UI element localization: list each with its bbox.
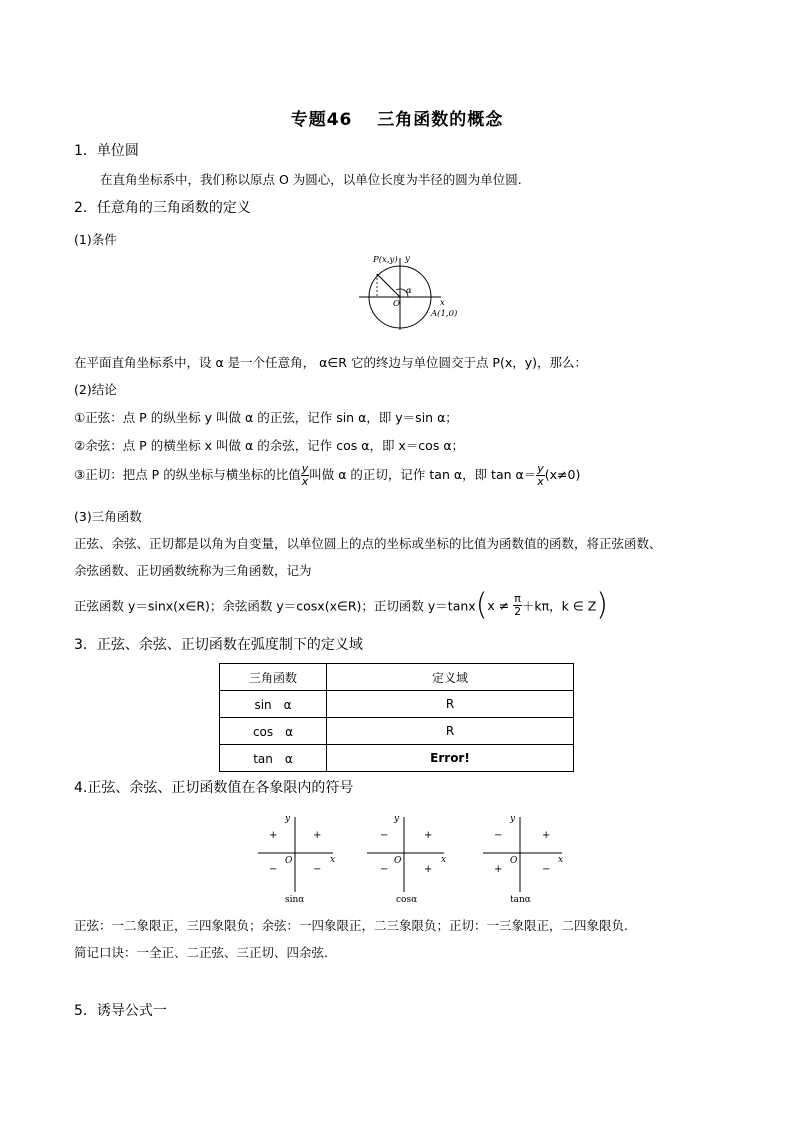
definition-setup: 在平面直角坐标系中，设 α 是一个任意角， α∈R 它的终边与单位圆交于点 P(x，y)，那么： [74,355,588,370]
quadrant-1-sign: + [313,830,322,841]
table-cell: tan α [220,745,327,772]
domain-table [219,663,574,772]
table-cell: R [327,718,574,745]
section-1-text: 在直角坐标系中，我们称以原点 O 为圆心，以单位长度为半径的圆为单位圆. [100,172,522,187]
alpha-label: α [406,286,412,296]
point-a-label: A(1,0) [431,309,458,319]
quadrant-3-sign: − [380,864,389,875]
sign-summary: 正弦：一二象限正，三四象限负；余弦：一四象限正，二三象限负；正切：一三象限正，二四象限负. [74,918,628,933]
quadrant-1-sign: + [542,830,551,841]
section-3-heading: 3．正弦、余弦、正切函数在弧度制下的定义域 [74,637,363,653]
page-title: 专题46 三角函数的概念 [290,110,504,130]
x-axis-label: x [440,298,445,308]
quadrant-3-sign: + [494,864,503,875]
unit-circle-figure [355,250,475,330]
table-cell: sin α [220,691,327,718]
quadrant-4-sign: − [542,864,551,875]
tangent-text-c: (x≠0) [544,467,581,482]
conclusion-label: (2)结论 [74,382,117,397]
quadrant-2-sign: − [494,830,503,841]
section-4-heading: 4.正弦、余弦、正切函数值在各象限内的符号 [74,780,354,796]
table-header: 三角函数 [220,664,327,691]
sign-chart-cos [364,812,454,907]
x-axis-label: x [558,855,564,865]
trig-functions-label: (3)三角函数 [74,509,142,524]
tangent-text-a: ③正切：把点 P 的纵坐标与横坐标的比值 [74,467,301,482]
tan-numerator: y [537,462,544,475]
y-axis-label: y [405,254,410,264]
point-p-label: P(x,y) [373,255,398,265]
table-cell: cos α [220,718,327,745]
table-row [220,745,574,772]
quadrant-3-sign: − [269,864,278,875]
function-definitions [74,587,608,623]
table-header-row [220,664,574,691]
quadrant-4-sign: + [424,864,433,875]
quadrant-2-sign: + [269,830,278,841]
section-1-heading: 1．单位圆 [74,143,139,159]
quadrant-1-sign: + [424,830,433,841]
y-axis-label: y [510,814,516,824]
pi-over-2-fraction [513,593,522,618]
trig-functions-line-2: 余弦函数、正切函数统称为三角函数，记为 [74,563,312,578]
x-axis-label: x [441,855,447,865]
y-axis-label: y [285,814,291,824]
table-header: 定义域 [327,664,574,691]
tan-denominator: x [537,475,544,488]
domain-condition-a: x ≠ [487,598,510,613]
chart-caption: sinα [285,895,305,905]
right-paren: ) [596,587,608,623]
table-row [220,718,574,745]
chart-caption: tanα [510,895,531,905]
quadrant-4-sign: − [313,864,322,875]
table-cell: R [327,691,574,718]
cosine-definition: ②余弦：点 P 的横坐标 x 叫做 α 的余弦，记作 cos α，即 x＝cos α； [74,438,465,453]
sign-mnemonic: 简记口诀：一全正、二正弦、三正切、四余弦. [74,945,328,960]
table-cell: Error! [327,745,574,772]
y-axis-label: y [394,814,400,824]
function-defs-text: 正弦函数 y＝sinx(x∈R)；余弦函数 y＝cosx(x∈R)；正切函数 y＝tanx [74,598,476,614]
ratio-numerator: y [301,462,309,475]
sign-chart-tan [480,812,570,907]
x-axis-label: x [330,855,336,865]
table-row [220,691,574,718]
quadrant-2-sign: − [380,830,389,841]
origin-label: O [394,856,402,866]
section-5-heading: 5．诱导公式一 [74,1003,167,1019]
pi-numerator: π [514,592,521,605]
left-paren: ( [475,587,488,623]
sign-chart-sin [255,812,345,907]
origin-label: O [393,299,400,309]
ratio-denominator: x [301,475,309,488]
ratio-fraction [301,463,310,488]
chart-caption: cosα [396,895,418,905]
condition-label: (1)条件 [74,232,117,247]
origin-label: O [285,856,293,866]
section-2-heading: 2．任意角的三角函数的定义 [74,200,251,216]
pi-denominator: 2 [514,605,522,618]
tangent-text-b: 叫做 α 的正切，记作 tan α，即 tan α＝ [309,467,537,482]
origin-label: O [510,856,518,866]
domain-condition-b: ＋kπ，k ∈ Z [521,598,597,614]
tangent-definition [74,463,580,488]
trig-functions-line-1: 正弦、余弦、正切都是以角为自变量，以单位圆上的点的坐标或坐标的比值为函数值的函数，将正弦函数、 [74,536,662,551]
sine-definition: ①正弦：点 P 的纵坐标 y 叫做 α 的正弦，记作 sin α，即 y＝sin α； [74,410,458,425]
tan-fraction [536,463,545,488]
